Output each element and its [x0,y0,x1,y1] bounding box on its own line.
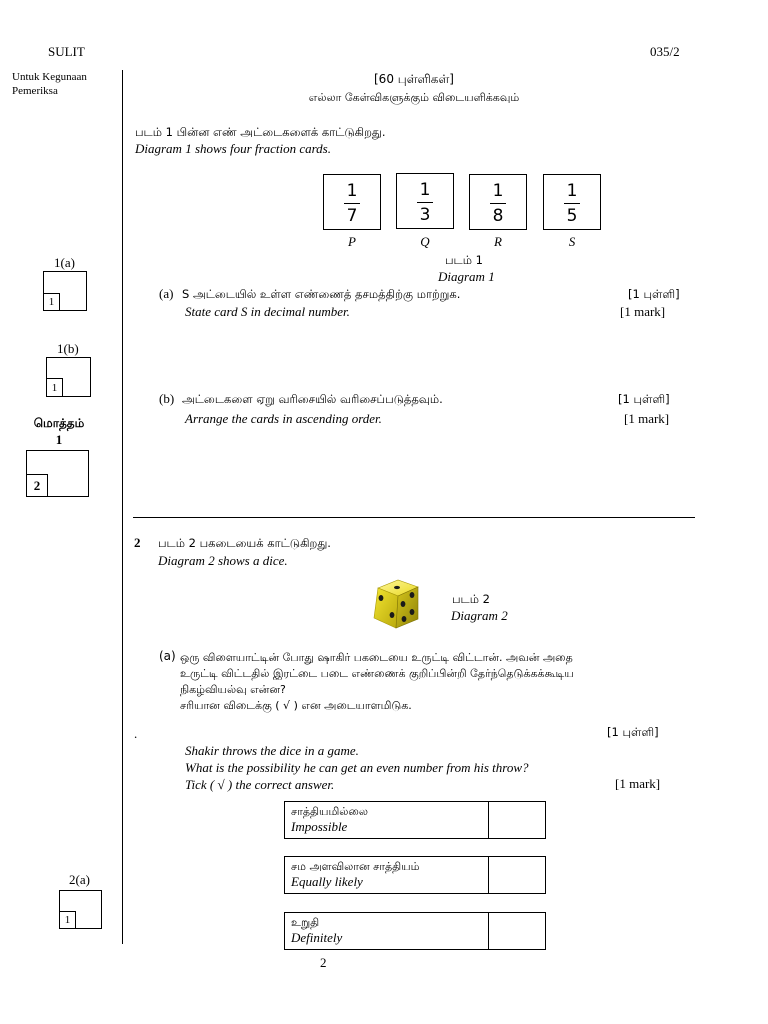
diagram1-caption-ta: படம் 1 [445,253,483,267]
examiner-title-line2: Pemeriksa [12,85,58,97]
diagram2-caption-en: Diagram 2 [451,608,508,623]
q2a-text-ta-line3: நிகழ்வியல்வு என்ன? [180,683,286,696]
q2a-text-ta-line1: ஒரு விளையாட்டின் போது ஷாகிர் பகடையை உருட்டி விட்டான். அவன் அதை [180,651,573,664]
option-equally-likely [284,856,546,894]
card-r-numerator: 1 [492,181,504,201]
option-impossible-label [285,802,489,839]
card-label-q: Q [420,234,430,249]
margin-total-label-ta: மொத்தம் [33,416,85,430]
card-s-denominator: 5 [566,206,578,226]
total-marks [0,71,768,88]
q2a-mark-en: [1 mark] [615,776,661,791]
dice-image [368,578,424,632]
q1a-mark-ta: [1 புள்ளி] [628,287,680,301]
option-definitely [284,912,546,950]
margin-total-label-num: 1 [55,432,63,447]
mark-box-1b [46,357,91,397]
margin-label-2a: 2(a) [69,872,90,887]
card-s-fraction-bar [564,203,580,204]
header-code: 035/2 [650,44,680,59]
section-divider [133,517,695,518]
diagram2-caption-ta: படம் 2 [452,592,490,606]
q1a-mark-en: [1 mark] [620,304,666,319]
q2-intro-ta: படம் 2 பகடையைக் காட்டுகிறது. [158,536,331,550]
fraction-card-p [323,174,381,230]
q1-intro-ta: படம் 1 பின்ன எண் அட்டைகளைக் காட்டுகிறது. [135,125,386,139]
q2a-text-en [185,742,529,793]
card-r-denominator: 8 [492,206,504,226]
option-impossible-tick-box[interactable] [489,802,546,839]
mark-box-1a-value: 1 [43,293,60,311]
q2a-mark-ta: [1 புள்ளி] [607,725,659,739]
q2a-letter: (a) [159,649,176,663]
margin-label-1a: 1(a) [54,255,75,270]
mark-box-2a-value: 1 [59,911,76,929]
mark-box-total-value: 2 [26,474,48,497]
mark-box-total [26,450,89,497]
card-label-p: P [348,234,356,249]
q2-number: 2 [134,535,141,550]
q1b-mark-en: [1 mark] [624,411,670,426]
card-s-numerator: 1 [566,181,578,201]
option-definitely-ta: உறுதி [291,916,320,929]
card-label-r: R [494,234,502,249]
q2a-text-en-line3: Tick ( √ ) the correct answer. [185,777,335,792]
card-q-denominator: 3 [419,205,431,225]
page-number: 2 [320,955,327,970]
card-p-fraction-bar [344,203,360,204]
q1b-text-ta: அட்டைகளை ஏறு வரிசையில் வரிசைப்படுத்தவும். [182,392,443,406]
q2a-text-ta-line2: உருட்டி விட்டதில் இரட்டை படை எண்ணைக் குறிப்பின்றி தேர்ந்தெடுக்கக்கூடிய [180,667,574,680]
card-p-denominator: 7 [346,206,358,226]
diagram1-caption-en: Diagram 1 [438,269,495,284]
card-r-fraction-bar [490,203,506,204]
option-equally-likely-en: Equally likely [291,874,363,889]
card-q-numerator: 1 [419,180,431,200]
margin-label-1b: 1(b) [57,341,79,356]
q2a-text-ta-line4: சரியான விடைக்கு ( √ ) என அடையாளமிடுக. [180,699,412,712]
examiner-title-line1: Untuk Kegunaan [12,71,87,83]
option-definitely-label [285,913,489,950]
mark-box-1b-value: 1 [46,378,63,397]
total-marks-text: [60 புள்ளிகள்] [374,72,454,86]
mark-box-2a [59,890,102,929]
option-impossible-en: Impossible [291,819,348,834]
mark-box-1a [43,271,87,311]
option-definitely-en: Definitely [291,930,343,945]
option-equally-likely-tick-box[interactable] [489,857,546,894]
option-definitely-tick-box[interactable] [489,913,546,950]
header-sulit: SULIT [48,44,85,59]
answer-all-instruction: எல்லா கேள்விகளுக்கும் விடையளிக்கவும் [308,91,520,104]
q2a-text-en-line1: Shakir throws the dice in a game. [185,743,359,758]
margin-total-label [29,416,89,448]
q1a-letter: (a) [159,286,174,301]
card-q-fraction-bar [417,202,433,203]
q1b-mark-ta: [1 புள்ளி] [618,392,670,406]
fraction-card-q [396,173,454,229]
q2-intro-en: Diagram 2 shows a dice. [158,553,288,568]
q2a-text-ta [180,650,574,714]
option-equally-likely-ta: சம அளவிலான சாத்தியம் [291,860,420,873]
q1b-letter: (b) [159,391,175,406]
q2a-dot: . [134,726,138,741]
fraction-card-s [543,174,601,230]
card-label-s: S [568,234,576,249]
q1a-text-ta: S அட்டையில் உள்ள எண்ணைத் தசமத்திற்கு மாற்றுக. [182,287,461,301]
option-equally-likely-label [285,857,489,894]
q1a-text-en: State card S in decimal number. [185,304,350,319]
margin-divider [122,70,123,944]
q1b-text-en: Arrange the cards in ascending order. [185,411,382,426]
fraction-card-r [469,174,527,230]
card-p-numerator: 1 [346,181,358,201]
q2a-text-en-line2: What is the possibility he can get an even number from his throw? [185,760,529,775]
q1-intro-en: Diagram 1 shows four fraction cards. [135,141,331,156]
option-impossible-ta: சாத்தியமில்லை [291,805,368,818]
option-impossible [284,801,546,839]
